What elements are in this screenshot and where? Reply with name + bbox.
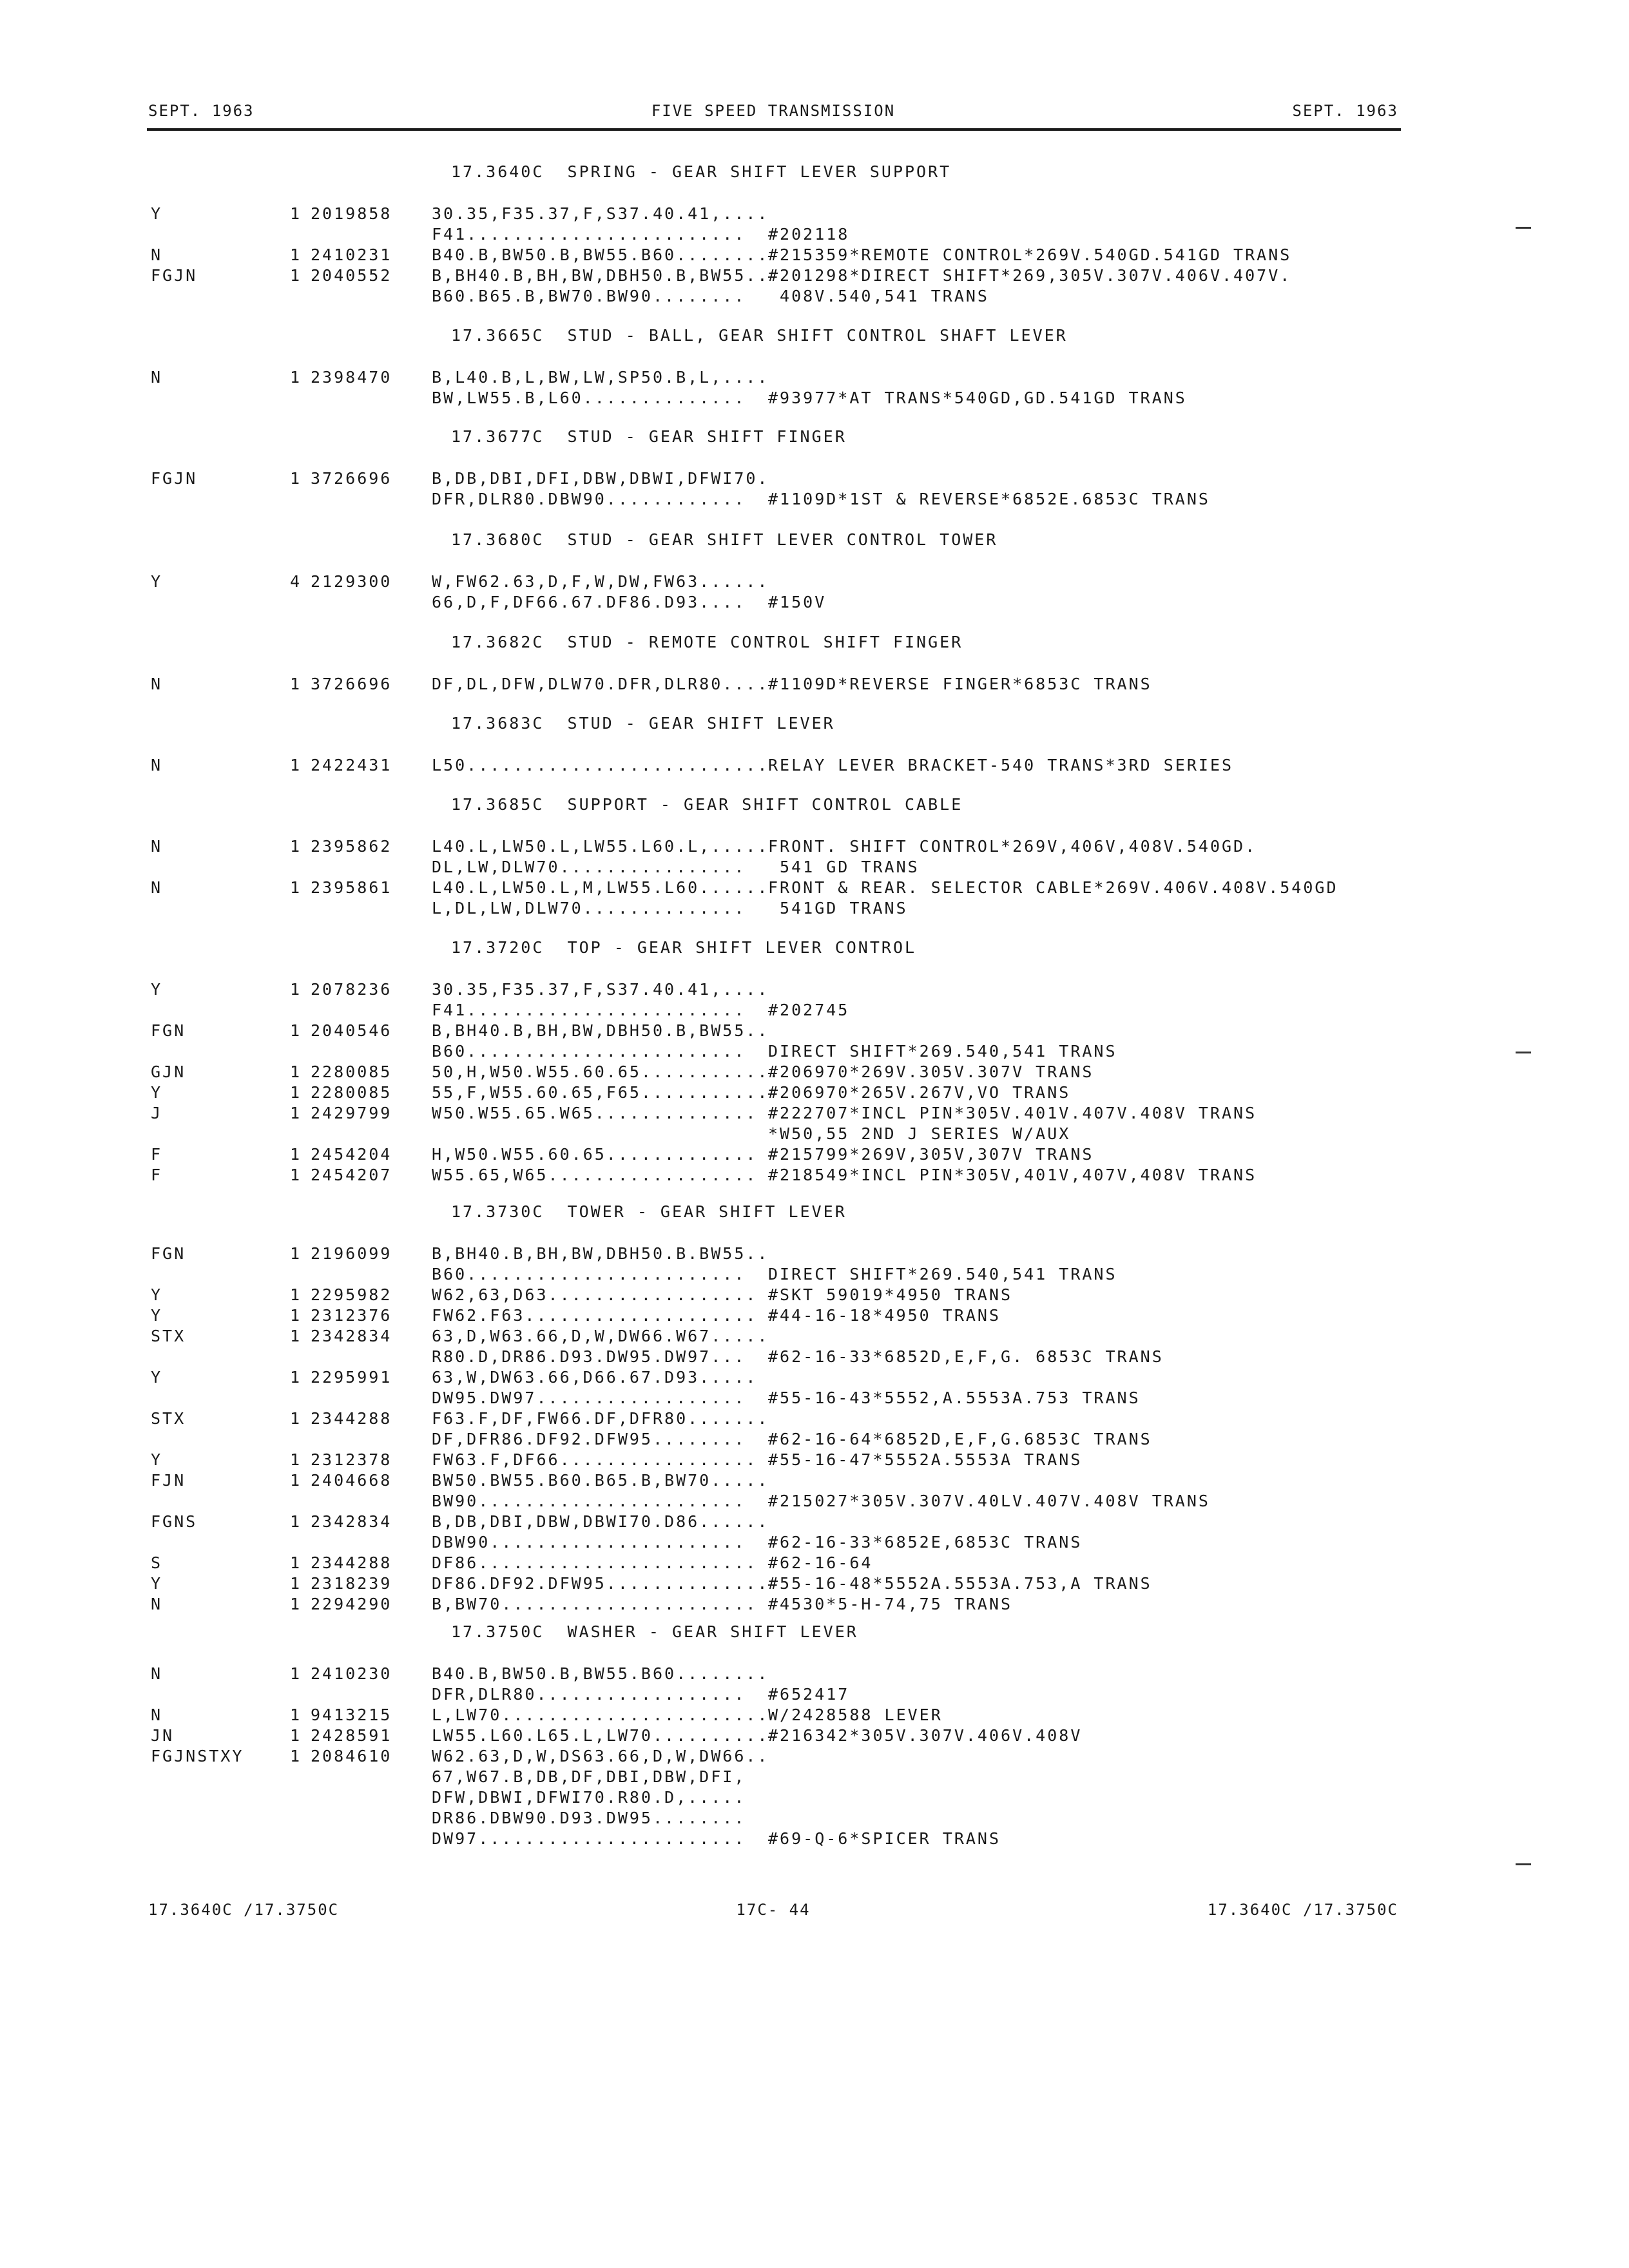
remarks: #150V: [768, 593, 827, 611]
section-title: 17.3730C TOWER - GEAR SHIFT LEVER: [451, 1202, 847, 1221]
part-number: 2395862: [311, 837, 392, 856]
remarks: DIRECT SHIFT*269.540,541 TRANS: [768, 1042, 1117, 1061]
quantity: 1: [290, 1706, 302, 1724]
remarks: 541GD TRANS: [768, 899, 908, 918]
remarks: #201298*DIRECT SHIFT*269,305V.307V.406V.407V.: [768, 266, 1292, 285]
remarks: *W50,55 2ND J SERIES W/AUX: [768, 1124, 1071, 1143]
application: L40.L,LW50.L,M,LW55.L60......: [432, 878, 769, 897]
remarks: DIRECT SHIFT*269.540,541 TRANS: [768, 1265, 1117, 1283]
part-number: 2429799: [311, 1104, 392, 1122]
part-number: 2312378: [311, 1450, 392, 1469]
model-code: N: [151, 245, 163, 264]
part-number: 2410230: [311, 1664, 392, 1683]
quantity: 1: [290, 1145, 302, 1164]
part-number: 2454207: [311, 1166, 392, 1184]
part-number: 2344288: [311, 1553, 392, 1572]
model-code: Y: [151, 204, 163, 223]
remarks: #62-16-33*6852E,6853C TRANS: [768, 1533, 1083, 1552]
part-number: 2040546: [311, 1021, 392, 1040]
application: L40.L,LW50.L,LW55.L60.L,.....: [432, 837, 769, 856]
model-code: FGJN: [151, 469, 198, 488]
remarks: RELAY LEVER BRACKET-540 TRANS*3RD SERIES: [768, 756, 1234, 774]
application: DF86.DF92.DFW95..............: [432, 1574, 769, 1593]
quantity: 1: [290, 1327, 302, 1345]
application: 63,W,DW63.66,D66.67.D93.....: [432, 1368, 758, 1387]
application: B,BH40.B,BH,BW,DBH50.B.BW55..: [432, 1244, 769, 1263]
remarks: #206970*265V.267V,VO TRANS: [768, 1083, 1071, 1102]
model-code: Y: [151, 1574, 163, 1593]
quantity: 1: [290, 245, 302, 264]
part-number: 3726696: [311, 469, 392, 488]
section-title: 17.3677C STUD - GEAR SHIFT FINGER: [451, 427, 847, 446]
remarks: #215027*305V.307V.40LV.407V.408V TRANS: [768, 1492, 1210, 1510]
quantity: 1: [290, 1285, 302, 1304]
remarks: #652417: [768, 1685, 850, 1704]
model-code: Y: [151, 1285, 163, 1304]
quantity: 1: [290, 368, 302, 387]
quantity: 1: [290, 1747, 302, 1765]
remarks: #202745: [768, 1001, 850, 1019]
remarks: FRONT. SHIFT CONTROL*269V,406V,408V.540GD.: [768, 837, 1257, 856]
quantity: 1: [290, 469, 302, 488]
application: W62.63,D,W,DS63.66,D,W,DW66..: [432, 1747, 769, 1765]
application: L50..........................: [432, 756, 769, 774]
part-number: 2196099: [311, 1244, 392, 1263]
section-title: 17.3665C STUD - BALL, GEAR SHIFT CONTROL SHAFT LEVER: [451, 326, 1068, 345]
quantity: 1: [290, 1664, 302, 1683]
model-code: N: [151, 878, 163, 897]
header-title: FIVE SPEED TRANSMISSION: [651, 102, 896, 120]
application: DFR,DLR80..................: [432, 1685, 746, 1704]
quantity: 1: [290, 1083, 302, 1102]
part-number: 2019858: [311, 204, 392, 223]
application: W55.65,W65..................: [432, 1166, 758, 1184]
model-code: FGN: [151, 1244, 186, 1263]
model-code: FJN: [151, 1471, 186, 1490]
model-code: Y: [151, 1450, 163, 1469]
part-number: 2078236: [311, 980, 392, 999]
part-number: 2344288: [311, 1409, 392, 1428]
model-code: N: [151, 1664, 163, 1683]
remarks: #69-Q-6*SPICER TRANS: [768, 1829, 1001, 1848]
application: F41........................: [432, 1001, 746, 1019]
application: DFR,DLR80.DBW90............: [432, 490, 746, 508]
quantity: 1: [290, 1306, 302, 1325]
margin-mark: [1516, 1863, 1531, 1865]
model-code: N: [151, 1595, 163, 1613]
model-code: JN: [151, 1726, 175, 1745]
part-number: 2404668: [311, 1471, 392, 1490]
application: W,FW62.63,D,F,W,DW,FW63......: [432, 572, 769, 591]
remarks: #1109D*1ST & REVERSE*6852E.6853C TRANS: [768, 490, 1210, 508]
part-number: 2040552: [311, 266, 392, 285]
model-code: FGNS: [151, 1512, 198, 1531]
section-title: 17.3640C SPRING - GEAR SHIFT LEVER SUPPORT: [451, 162, 952, 181]
application: B,L40.B,L,BW,LW,SP50.B,L,....: [432, 368, 769, 387]
model-code: Y: [151, 980, 163, 999]
quantity: 1: [290, 756, 302, 774]
remarks: #SKT 59019*4950 TRANS: [768, 1285, 1013, 1304]
model-code: N: [151, 756, 163, 774]
quantity: 1: [290, 1409, 302, 1428]
application: 63,D,W63.66,D,W,DW66.W67.....: [432, 1327, 769, 1345]
section-title: 17.3683C STUD - GEAR SHIFT LEVER: [451, 714, 835, 733]
quantity: 1: [290, 675, 302, 693]
remarks: FRONT & REAR. SELECTOR CABLE*269V.406V.408V.540GD: [768, 878, 1338, 897]
model-code: N: [151, 1706, 163, 1724]
part-number: 2280085: [311, 1083, 392, 1102]
remarks: #62-16-64*6852D,E,F,G.6853C TRANS: [768, 1430, 1152, 1448]
application: 30.35,F35.37,F,S37.40.41,....: [432, 980, 769, 999]
part-number: 2395861: [311, 878, 392, 897]
application: BW,LW55.B,L60..............: [432, 389, 746, 407]
application: FW62.F63....................: [432, 1306, 758, 1325]
model-code: GJN: [151, 1062, 186, 1081]
quantity: 1: [290, 1574, 302, 1593]
header-date-right: SEPT. 1963: [1292, 102, 1398, 120]
margin-mark: [1516, 1052, 1531, 1053]
application: B60........................: [432, 1042, 746, 1061]
quantity: 1: [290, 1104, 302, 1122]
quantity: 1: [290, 1595, 302, 1613]
part-number: 2422431: [311, 756, 392, 774]
remarks: #1109D*REVERSE FINGER*6853C TRANS: [768, 675, 1152, 693]
remarks: #215359*REMOTE CONTROL*269V.540GD.541GD TRANS: [768, 245, 1292, 264]
application: 66,D,F,DF66.67.DF86.D93....: [432, 593, 746, 611]
part-number: 2342834: [311, 1512, 392, 1531]
part-number: 2294290: [311, 1595, 392, 1613]
remarks: 408V.540,541 TRANS: [768, 287, 989, 305]
model-code: FGN: [151, 1021, 186, 1040]
footer-range-right: 17.3640C /17.3750C: [1207, 1901, 1398, 1919]
part-number: 2342834: [311, 1327, 392, 1345]
model-code: FGJNSTXY: [151, 1747, 244, 1765]
model-code: FGJN: [151, 266, 198, 285]
remarks: #216342*305V.307V.406V.408V: [768, 1726, 1083, 1745]
part-number: 2318239: [311, 1574, 392, 1593]
remarks: #55-16-47*5552A.5553A TRANS: [768, 1450, 1083, 1469]
application: DF,DL,DFW,DLW70.DFR,DLR80....: [432, 675, 769, 693]
application: DL,LW,DLW70................: [432, 858, 746, 876]
application: DW95.DW97..................: [432, 1389, 746, 1407]
margin-mark: [1516, 227, 1531, 229]
part-number: 2295991: [311, 1368, 392, 1387]
model-code: Y: [151, 572, 163, 591]
application: F63.F,DF,FW66.DF,DFR80.......: [432, 1409, 769, 1428]
application: 55,F,W55.60.65,F65...........: [432, 1083, 769, 1102]
remarks: #62-16-64: [768, 1553, 873, 1572]
page-footer: [148, 1901, 1398, 1927]
part-number: 2295982: [311, 1285, 392, 1304]
model-code: Y: [151, 1368, 163, 1387]
remarks: #206970*269V.305V.307V TRANS: [768, 1062, 1094, 1081]
remarks: #4530*5-H-74,75 TRANS: [768, 1595, 1013, 1613]
application: W62,63,D63..................: [432, 1285, 758, 1304]
remarks: W/2428588 LEVER: [768, 1706, 943, 1724]
remarks: 541 GD TRANS: [768, 858, 920, 876]
application: DF,DFR86.DF92.DFW95........: [432, 1430, 746, 1448]
quantity: 1: [290, 1450, 302, 1469]
part-number: 2410231: [311, 245, 392, 264]
application: F41........................: [432, 225, 746, 244]
application: DW97.......................: [432, 1829, 746, 1848]
application: FW63.F,DF66.................: [432, 1450, 758, 1469]
quantity: 1: [290, 1166, 302, 1184]
application: BW50.BW55.B60.B65.B,BW70.....: [432, 1471, 769, 1490]
model-code: Y: [151, 1083, 163, 1102]
section-title: 17.3682C STUD - REMOTE CONTROL SHIFT FINGER: [451, 633, 963, 651]
remarks: #55-16-43*5552,A.5553A.753 TRANS: [768, 1389, 1141, 1407]
remarks: #55-16-48*5552A.5553A.753,A TRANS: [768, 1574, 1152, 1593]
remarks: #44-16-18*4950 TRANS: [768, 1306, 1001, 1325]
part-number: 2129300: [311, 572, 392, 591]
remarks: #93977*AT TRANS*540GD,GD.541GD TRANS: [768, 389, 1187, 407]
part-number: 9413215: [311, 1706, 392, 1724]
quantity: 1: [290, 980, 302, 999]
page-number: 17C- 44: [736, 1901, 811, 1919]
quantity: 1: [290, 1726, 302, 1745]
application: LW55.L60.L65.L,LW70..........: [432, 1726, 769, 1745]
quantity: 1: [290, 1062, 302, 1081]
remarks: #218549*INCL PIN*305V,401V,407V,408V TRANS: [768, 1166, 1257, 1184]
application: 30.35,F35.37,F,S37.40.41,....: [432, 204, 769, 223]
remarks: #222707*INCL PIN*305V.401V.407V.408V TRANS: [768, 1104, 1257, 1122]
application: B,DB,DBI,DFI,DBW,DBWI,DFWI70.: [432, 469, 769, 488]
model-code: STX: [151, 1327, 186, 1345]
header-date-left: SEPT. 1963: [148, 102, 255, 120]
application: DBW90......................: [432, 1533, 746, 1552]
application: R80.D,DR86.D93.DW95.DW97...: [432, 1347, 746, 1366]
part-number: 2428591: [311, 1726, 392, 1745]
model-code: Y: [151, 1306, 163, 1325]
remarks: #202118: [768, 225, 850, 244]
quantity: 4: [290, 572, 302, 591]
model-code: J: [151, 1104, 163, 1122]
model-code: N: [151, 837, 163, 856]
application: 50,H,W50.W55.60.65............: [432, 1062, 781, 1081]
quantity: 1: [290, 1553, 302, 1572]
page-header: [148, 102, 1398, 128]
quantity: 1: [290, 1512, 302, 1531]
remarks: #215799*269V,305V,307V TRANS: [768, 1145, 1094, 1164]
section-title: 17.3720C TOP - GEAR SHIFT LEVER CONTROL: [451, 938, 917, 957]
application: L,DL,LW,DLW70..............: [432, 899, 746, 918]
quantity: 1: [290, 266, 302, 285]
application: B,DB,DBI,DBW,DBWI70.D86......: [432, 1512, 769, 1531]
remarks: #62-16-33*6852D,E,F,G. 6853C TRANS: [768, 1347, 1164, 1366]
quantity: 1: [290, 878, 302, 897]
application: B60........................: [432, 1265, 746, 1283]
application: DR86.DBW90.D93.DW95........: [432, 1809, 746, 1827]
quantity: 1: [290, 1021, 302, 1040]
model-code: N: [151, 675, 163, 693]
model-code: S: [151, 1553, 163, 1572]
quantity: 1: [290, 1368, 302, 1387]
part-number: 2398470: [311, 368, 392, 387]
model-code: F: [151, 1145, 163, 1164]
application: B,BH40.B,BH,BW,DBH50.B,BW55..: [432, 1021, 769, 1040]
application: L,LW70.......................: [432, 1706, 769, 1724]
quantity: 1: [290, 1244, 302, 1263]
quantity: 1: [290, 837, 302, 856]
footer-range-left: 17.3640C /17.3750C: [148, 1901, 340, 1919]
model-code: N: [151, 368, 163, 387]
application: DF86........................: [432, 1553, 758, 1572]
header-rule: [147, 128, 1401, 131]
quantity: 1: [290, 204, 302, 223]
application: B60.B65.B,BW70.BW90........: [432, 287, 746, 305]
application: B40.B,BW50.B,BW55.B60........: [432, 1664, 769, 1683]
part-number: 2312376: [311, 1306, 392, 1325]
section-title: 17.3685C SUPPORT - GEAR SHIFT CONTROL CABLE: [451, 795, 963, 814]
part-number: 3726696: [311, 675, 392, 693]
application: DFW,DBWI,DFWI70.R80.D,.....: [432, 1788, 746, 1807]
application: H,W50.W55.60.65.............: [432, 1145, 758, 1164]
part-number: 2084610: [311, 1747, 392, 1765]
application: 67,W67.B,DB,DF,DBI,DBW,DFI,: [432, 1767, 746, 1786]
part-number: 2454204: [311, 1145, 392, 1164]
application: B40.B,BW50.B,BW55.B60........: [432, 245, 769, 264]
quantity: 1: [290, 1471, 302, 1490]
section-title: 17.3680C STUD - GEAR SHIFT LEVER CONTROL TOWER: [451, 530, 998, 549]
model-code: F: [151, 1166, 163, 1184]
application: B,BH40.B,BH,BW,DBH50.B,BW55..: [432, 266, 769, 285]
application: B,BW70......................: [432, 1595, 758, 1613]
application: BW90.......................: [432, 1492, 746, 1510]
section-title: 17.3750C WASHER - GEAR SHIFT LEVER: [451, 1622, 858, 1641]
model-code: STX: [151, 1409, 186, 1428]
application: W50.W55.65.W65..............: [432, 1104, 758, 1122]
part-number: 2280085: [311, 1062, 392, 1081]
